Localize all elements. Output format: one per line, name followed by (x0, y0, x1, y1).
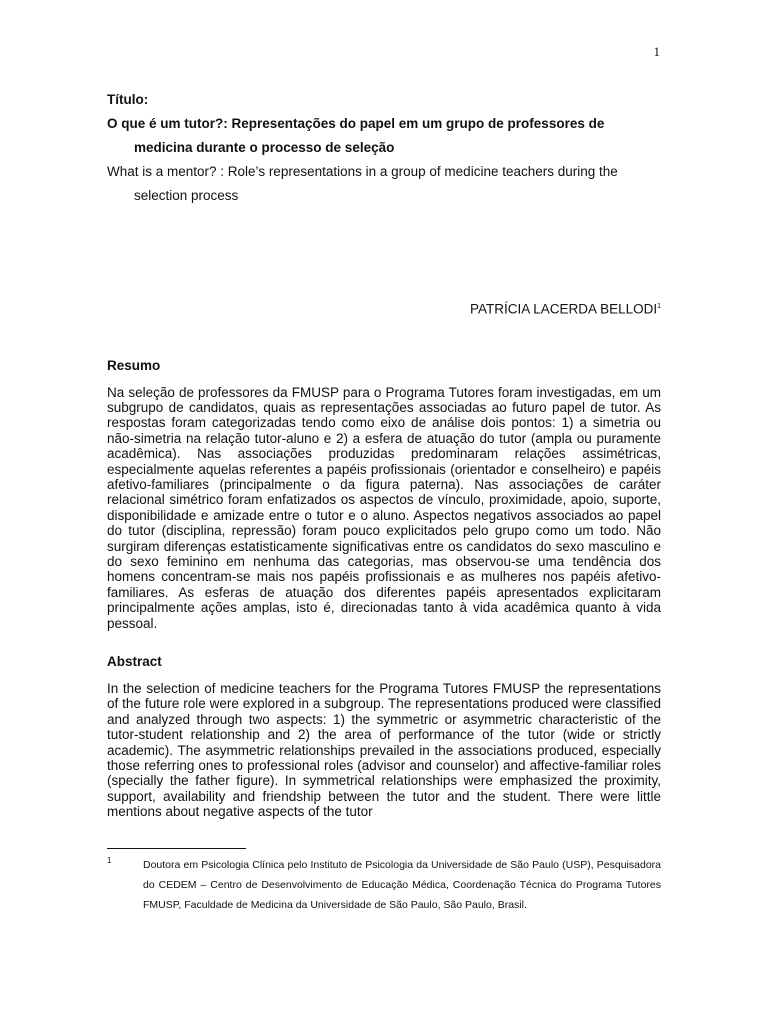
document-body (107, 88, 661, 820)
page-number: 1 (653, 44, 660, 59)
abstract-text: In the selection of medicine teachers for the Programa Tutores FMUSP the representations of the future role were explored in a subgroup. The representations produced were classified and analyzed through two aspects: 1) the symmetric or asymmetric characteristic of the tutor-student relationship and 2) the area of performance of the tutor (wide or strictly academic). The asymmetric relationships prevailed in the associations produced, especially those referring ones to professional roles (advisor and counselor) and affective-familiar roles (specially the father figure). In symmetrical relationships were emphasized the proximity, support, availability and friendship between the tutor and the student. There were little mentions about negative aspects of the tutor (107, 681, 661, 820)
author-footnote-ref[interactable]: 1 (657, 303, 661, 310)
footnote (107, 855, 661, 915)
title-label: Título: (107, 92, 149, 107)
footnote-separator (107, 848, 246, 849)
resumo-heading: Resumo (107, 357, 161, 373)
author-line (107, 298, 661, 319)
footnote-mark: 1 (107, 856, 112, 865)
abstract-heading: Abstract (107, 654, 162, 669)
author-name: PATRÍCIA LACERDA BELLODI (470, 301, 658, 317)
title-english: What is a mentor? : Role’s representations in a group of medicine teachers during the selection process (107, 164, 618, 203)
footnote-text: Doutora em Psicologia Clínica pelo Instituto de Psicologia da Universidade de São Paulo (USP), Pesquisadora do CEDEM – Centro de Desenvolvimento de Educação Médica, Coordenação Técnica do Programa Tutores FMUSP, Faculdade de Medicina da Universidade de São Paulo, São Paulo, Brasil. (143, 859, 661, 911)
title-portuguese: O que é um tutor?: Representações do papel em um grupo de professores de medicina durante o processo de seleção (107, 116, 605, 155)
resumo-text: Na seleção de professores da FMUSP para o Programa Tutores foram investigadas, em um subgrupo de candidatos, quais as representações associadas ao futuro papel de tutor. As respostas foram categorizadas tendo como eixo de análise dois pontos: 1) a simetria ou não-simetria na relação tutor-aluno e 2) a esfera de atuação do tutor (ampla ou puramente acadêmica). Nas associações produzidas predominaram relações assimétricas, especialmente aquelas referentes a papéis profissionais (orientador e conselheiro) e papéis afetivo-familiares (principalmente o da figura paterna). Nas associações de caráter relacional simétrico foram enfatizados os aspectos de vínculo, proximidade, apoio, suporte, disponibilidade e amizade entre o tutor e o aluno. Aspectos negativos associados ao papel do tutor (disciplina, repressão) foram pouco explicitados pelo grupo como um todo. Não surgiram diferenças estatisticamente significativas entre os candidatos do sexo masculino e do sexo feminino em nenhuma das categorias, mas observou-se uma tendência dos homens concentram-se mais nos papéis profissionais e as mulheres nos papéis afetivo-familiares. As esferas de atuação dos diferentes papéis apresentados explicitaram principalmente ações amplas, isto é, direcionadas tanto à vida acadêmica quanto à vida pessoal. (107, 384, 661, 631)
